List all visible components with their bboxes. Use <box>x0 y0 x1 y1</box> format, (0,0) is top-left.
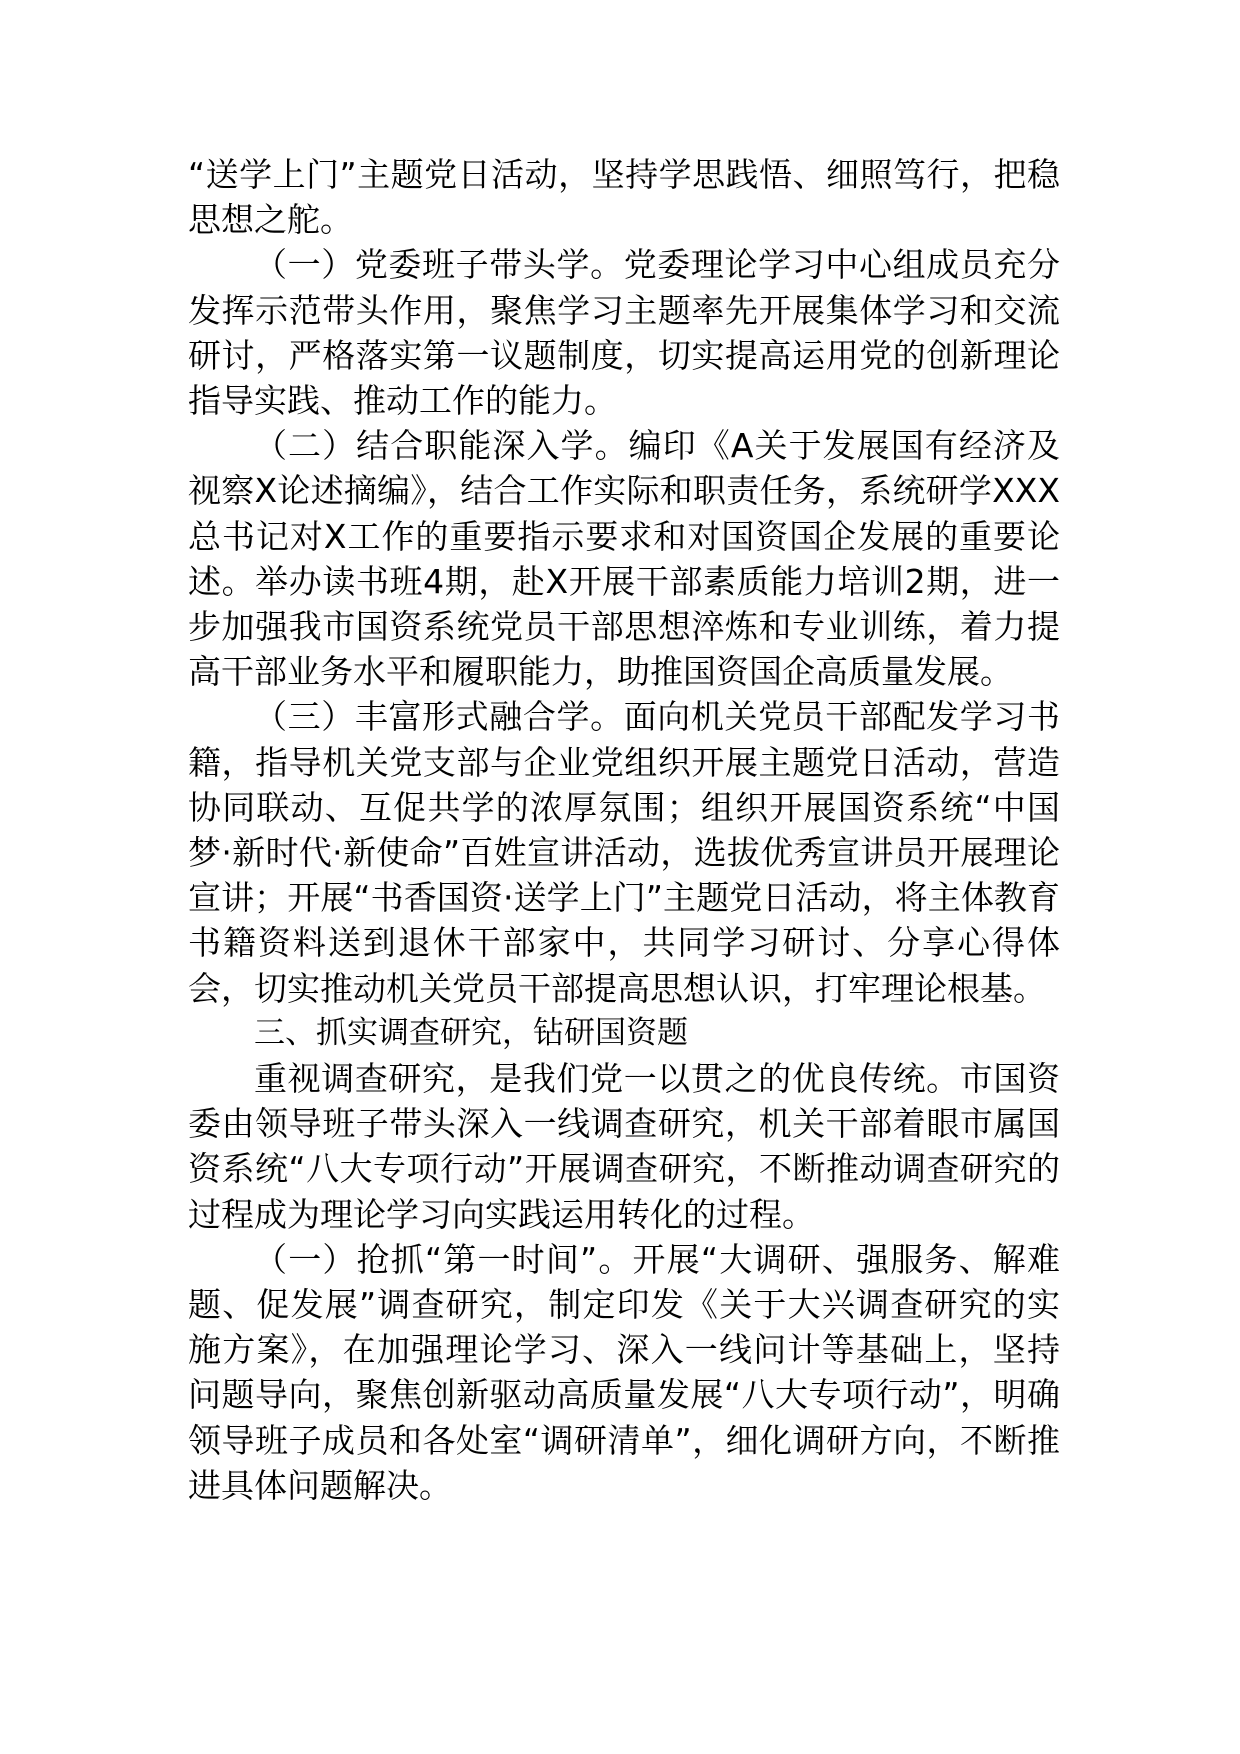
paragraph-diverse-forms-study: （三）丰富形式融合学。面向机关党员干部配发学习书籍，指导机关党支部与企业党组织开展主题党日活动，营造协同联动、互促共学的浓厚氛围；组织开展国资系统“中国梦·新时代·新使命”百姓宣讲活动，选拔优秀宣讲员开展理论宣讲；开展“书香国资·送学上门”主题党日活动，将主体教育书籍资料送到退休干部家中，共同学习研讨、分享心得体会，切实推动机关党员干部提高思想认识，打牢理论根基。 <box>188 697 1060 1008</box>
section-heading-research: 三、抓实调查研究，钻研国资题 <box>254 1014 688 1051</box>
paragraph-functional-study: （二）结合职能深入学。编印《A关于发展国有经济及视察X论述摘编》，结合工作实际和职责任务，系统研学XXX总书记对X工作的重要指示要求和对国资国企发展的重要论述。举办读书班4期，赴X开展干部素质能力培训2期，进一步加强我市国资系统党员干部思想淬炼和专业训练，着力提高干部业务水平和履职能力，助推国资国企高质量发展。 <box>188 426 1060 692</box>
paragraph-party-committee-study: （一）党委班子带头学。党委理论学习中心组成员充分发挥示范带头作用，聚焦学习主题率先开展集体学习和交流研讨，严格落实第一议题制度，切实提高运用党的创新理论指导实践、推动工作的能力。 <box>188 245 1060 421</box>
paragraph-first-time: （一）抢抓“第一时间”。开展“大调研、强服务、解难题、促发展”调查研究，制定印发《关于大兴调查研究的实施方案》，在加强理论学习、深入一线问计等基础上，坚持问题导向，聚焦创新驱动高质量发展“八大专项行动”，明确领导班子成员和各处室“调研清单”，细化调研方向，不断推进具体问题解决。 <box>188 1239 1060 1505</box>
paragraph-continuation: “送学上门”主题党日活动，坚持学思践悟、细照笃行，把稳思想之舵。 <box>188 155 1060 240</box>
document-body <box>188 152 1060 1508</box>
paragraph-research-tradition: 重视调查研究，是我们党一以贯之的优良传统。市国资委由领导班子带头深入一线调查研究，机关干部着眼市属国资系统“八大专项行动”开展调查研究，不断推动调查研究的过程成为理论学习向实践运用转化的过程。 <box>188 1059 1060 1234</box>
